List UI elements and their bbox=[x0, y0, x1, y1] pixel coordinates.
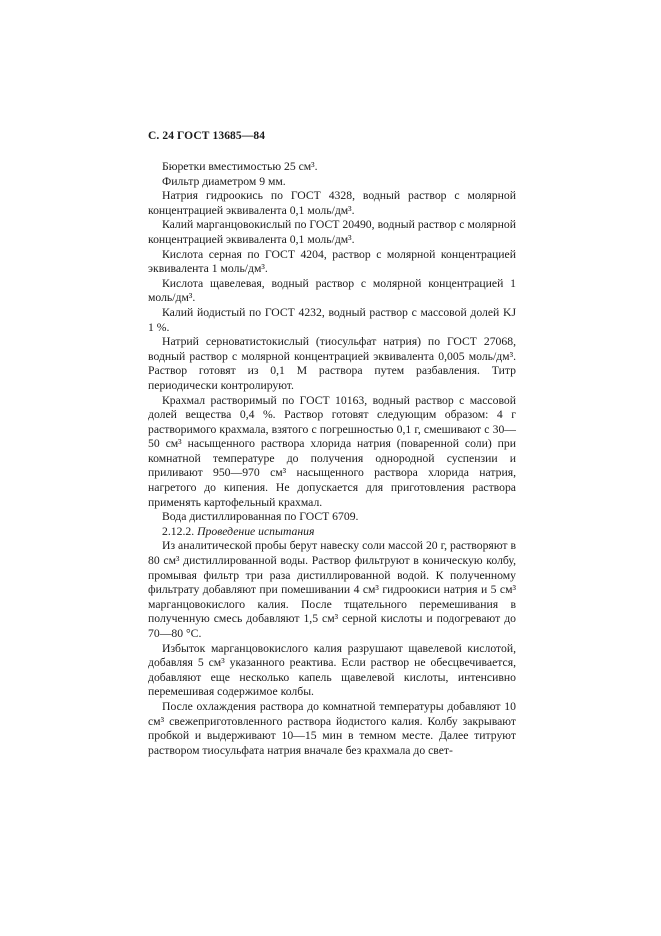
paragraph: Калий йодистый по ГОСТ 4232, водный раствор с массовой долей KJ 1 %. bbox=[148, 305, 516, 334]
paragraph: Вода дистиллированная по ГОСТ 6709. bbox=[162, 510, 359, 524]
paragraph: После охлаждения раствора до комнатной температуры добавляют 10 см³ свежеприготовленного раствора йодистого калия. Колбу закрывают пробкой и выдерживают 10—15 мин в темном месте. Далее титруют раствором тиосульфата натрия вначале без крахмала до свет- bbox=[148, 699, 516, 757]
paragraph: Бюретки вместимостью 25 см³. bbox=[162, 160, 318, 173]
section-heading bbox=[148, 525, 516, 540]
paragraph: Фильтр диаметром 9 мм. bbox=[162, 174, 286, 188]
paragraph: Натрия гидроокись по ГОСТ 4328, водный раствор с молярной концентрацией эквивалента 0,1 моль/дм³. bbox=[148, 189, 516, 217]
section-title: Проведение испытания bbox=[197, 524, 315, 538]
paragraph: Кислота щавелевая, водный раствор с молярной концентрацией 1 моль/дм³. bbox=[148, 276, 516, 305]
paragraph: Избыток марганцовокислого калия разрушают щавелевой кислотой, добавляя 5 см³ указанного реактива. Если раствор не обесцвечивается, добавляют еще несколько капель щавелевой кислоты, интенсивно перемешивая содержимое колбы. bbox=[148, 641, 516, 699]
paragraph: Крахмал растворимый по ГОСТ 10163, водный раствор с массовой долей вещества 0,4 %. Раствор готовят следующим образом: 4 г растворимого крахмала, взятого с погрешностью 0,1 г, смешивают с 30—50 см³ насыщенного раствора хлорида натрия (поваренной соли) при комнатной температуре до получения однородной суспензии и приливают 950—970 см³ насыщенного раствора хлорида натрия, нагретого до кипения. Не допускается для приготовления раствора применять картофельный крахмал. bbox=[148, 393, 516, 509]
paragraph: Из аналитической пробы берут навеску соли массой 20 г, растворяют в 80 см³ дистиллированной воды. Раствор фильтруют в коническую колбу, промывая фильтр три раза дистиллированной водой. К полученному фильтрату добавляют при помешивании 4 см³ гидроокиси натрия и 5 см³ марганцовокислого калия. После тщательного перемешивания в полученную смесь добавляют 1,5 см³ серной кислоты и подогревают до 70—80 °С. bbox=[148, 539, 516, 640]
paragraph: Калий марганцовокислый по ГОСТ 20490, водный раствор с молярной концентрацией эквивалента 0,1 моль/дм³. bbox=[148, 218, 516, 246]
document-body bbox=[148, 160, 516, 758]
page-header: С. 24 ГОСТ 13685—84 bbox=[148, 130, 266, 142]
section-number: 2.12.2. bbox=[162, 524, 195, 538]
paragraph: Кислота серная по ГОСТ 4204, раствор с молярной концентрацией эквивалента 1 моль/дм³. bbox=[148, 247, 516, 276]
paragraph: Натрий серноватистокислый (тиосульфат натрия) по ГОСТ 27068, водный раствор с молярной концентрацией эквивалента 0,005 моль/дм³. Раствор готовят из 0,1 М раствора путем разбавления. Титр периодически контролируют. bbox=[148, 335, 516, 392]
document-page bbox=[148, 130, 516, 758]
